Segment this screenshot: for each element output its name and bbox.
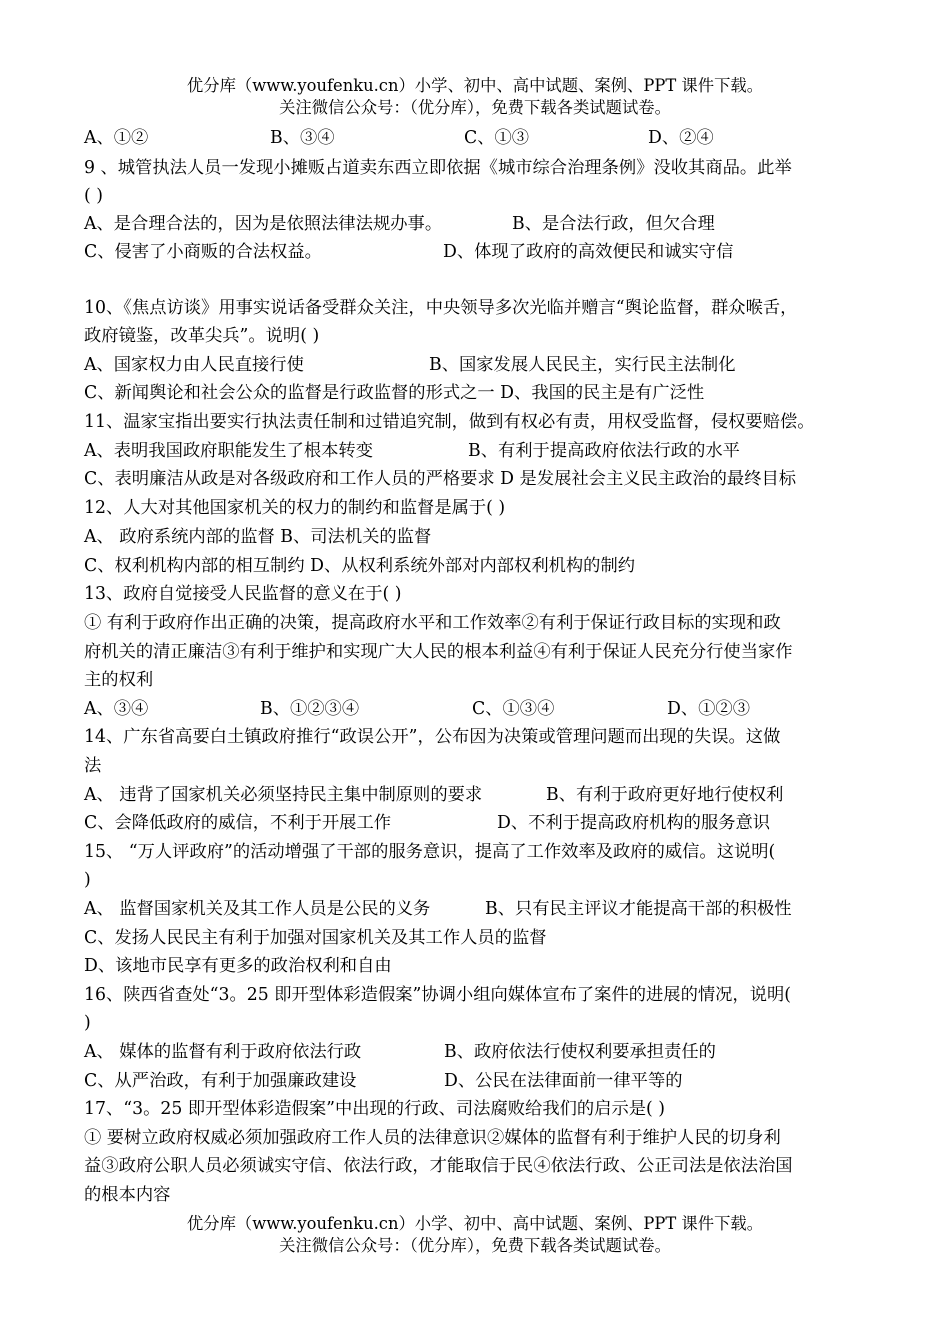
q15-stem-line-1: 15、 “万人评政府”的活动增强了干部的服务意识，提高了工作效率及政府的威信。这说明( (84, 842, 776, 862)
option-a: A、①② (84, 128, 149, 148)
option-d: D、公民在法律面前一律平等的 (444, 1071, 683, 1091)
option-c: C、会降低政府的威信，不利于开展工作 (84, 813, 392, 833)
option-d: D、不利于提高政府机构的服务意识 (497, 813, 771, 833)
option-d: D、体现了政府的高效便民和诚实守信 (443, 242, 734, 262)
q17-body-line-2: 益③政府公职人员必须诚实守信、依法行政，才能取信于民④依法行政、公正司法是依法治国 (84, 1156, 793, 1176)
option-b: B、国家发展人民民主，实行民主法制化 (429, 355, 736, 375)
option-a: A、是合理合法的，因为是依照法律法规办事。 (84, 214, 443, 234)
page-footer (0, 1213, 950, 1257)
q12-options-ab: A、 政府系统内部的监督 B、司法机关的监督 (84, 527, 432, 547)
q13-stem: 13、政府自觉接受人民监督的意义在于( ) (84, 584, 402, 604)
q10-stem-line-1: 10、《焦点访谈》用事实说话备受群众关注，中央领导多次光临并赠言“舆论监督，群众喉舌， (84, 298, 798, 318)
q16-stem-line-1: 16、陕西省查处“3。25 即开型体彩造假案”协调小组向媒体宣布了案件的进展的情况，说明( (84, 985, 792, 1005)
q14-stem-line-1: 14、广东省高要白土镇政府推行“政误公开”，公布因为决策或管理问题而出现的失误。这做 (84, 727, 781, 747)
option-c: C、①③④ (472, 699, 555, 719)
option-a: A、 监督国家机关及其工作人员是公民的义务 (84, 899, 431, 919)
footer-line-1: 优分库（www.youfenku.cn）小学、初中、高中试题、案例、PPT 课件下载。 (186, 1214, 764, 1233)
option-b: B、①②③④ (260, 699, 360, 719)
footer-line-2: 关注微信公众号：（优分库），免费下载各类试题试卷。 (279, 1236, 671, 1255)
q11-stem: 11、温家宝指出要实行执法责任制和过错追究制，做到有权必有责，用权受监督，侵权要赔偿。 (84, 412, 815, 432)
q15-stem-line-2: ) (84, 870, 91, 890)
header-line-1: 优分库（www.youfenku.cn）小学、初中、高中试题、案例、PPT 课件下载。 (186, 76, 764, 95)
q10-stem-line-2: 政府镜鉴，改革尖兵”。说明( ) (84, 326, 320, 346)
q17-body-line-1: ① 要树立政府权威必须加强政府工作人员的法律意识②媒体的监督有利于维护人民的切身利 (84, 1128, 781, 1148)
page-header (0, 75, 950, 119)
q17-body-line-3: 的根本内容 (84, 1185, 171, 1205)
q10-options-cd: C、新闻舆论和社会公众的监督是行政监督的形式之一 D、我国的民主是有广泛性 (84, 383, 705, 403)
q12-options-cd: C、权利机构内部的相互制约 D、从权利系统外部对内部权利机构的制约 (84, 556, 636, 576)
option-b: B、③④ (270, 128, 335, 148)
option-c: C、①③ (464, 128, 530, 148)
option-b: B、有利于政府更好地行使权利 (546, 785, 784, 805)
option-a: A、 媒体的监督有利于政府依法行政 (84, 1042, 362, 1062)
option-b: B、只有民主评议才能提高干部的积极性 (485, 899, 792, 919)
option-a: A、国家权力由人民直接行使 (84, 355, 304, 375)
q15-option-d: D、该地市民享有更多的政治权利和自由 (84, 956, 392, 976)
option-c: C、从严治政，有利于加强廉政建设 (84, 1071, 357, 1091)
option-b: B、是合法行政，但欠合理 (512, 214, 715, 234)
option-a: A、表明我国政府职能发生了根本转变 (84, 441, 373, 461)
q13-body-line-3: 主的权利 (84, 670, 154, 690)
q15-option-c: C、发扬人民民主有利于加强对国家机关及其工作人员的监督 (84, 928, 547, 948)
q11-options-cd: C、表明廉洁从政是对各级政府和工作人员的严格要求 D 是发展社会主义民主政治的最终目标 (84, 469, 797, 489)
option-b: B、有利于提高政府依法行政的水平 (468, 441, 740, 461)
q9-stem-line-1: 9 、城管执法人员一发现小摊贩占道卖东西立即依据《城市综合治理条例》没收其商品。此举 (84, 158, 792, 178)
q13-body-line-1: ① 有利于政府作出正确的决策，提高政府水平和工作效率②有利于保证行政目标的实现和政 (84, 613, 781, 633)
q14-stem-line-2: 法 (84, 756, 102, 776)
option-a: A、③④ (84, 699, 149, 719)
option-b: B、政府依法行使权利要承担责任的 (444, 1042, 716, 1062)
q16-stem-line-2: ) (84, 1013, 91, 1033)
option-d: D、②④ (648, 128, 714, 148)
q12-stem: 12、人大对其他国家机关的权力的制约和监督是属于( ) (84, 498, 506, 518)
option-a: A、 违背了国家机关必须坚持民主集中制原则的要求 (84, 785, 483, 805)
option-c: C、侵害了小商贩的合法权益。 (84, 242, 322, 262)
header-line-2: 关注微信公众号：（优分库），免费下载各类试题试卷。 (279, 98, 671, 117)
option-d: D、①②③ (667, 699, 750, 719)
q13-body-line-2: 府机关的清正廉洁③有利于维护和实现广大人民的根本利益④有利于保证人民充分行使当家作 (84, 642, 793, 662)
q9-stem-line-2: ( ) (84, 186, 103, 206)
q17-stem: 17、“3。25 即开型体彩造假案”中出现的行政、司法腐败给我们的启示是( ) (84, 1099, 665, 1119)
